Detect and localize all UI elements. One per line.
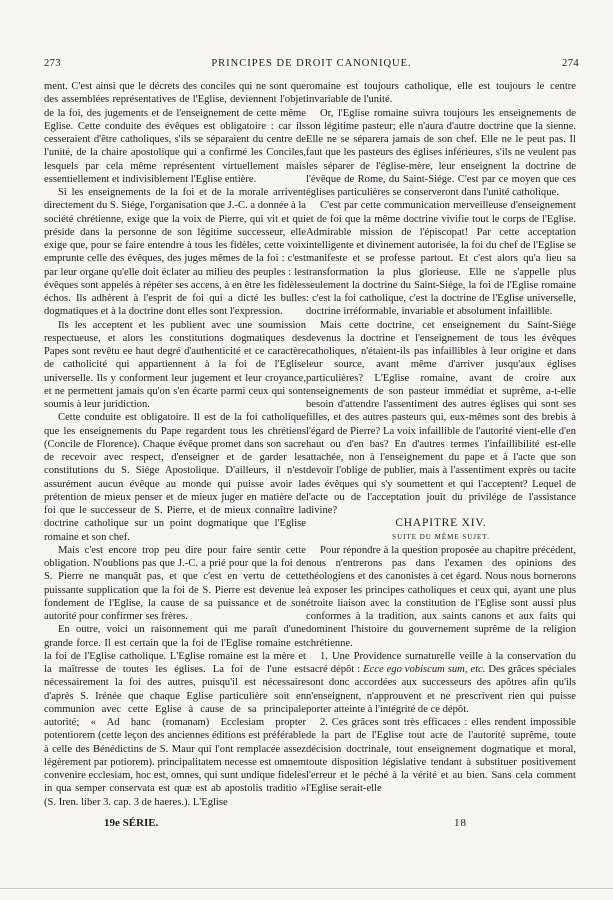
- right-paragraph-5: Pour répondre à la question proposée au chapitre précédent, nous n'entrerons pas dans l'examen des opinions des théologiens et des canonistes à cet égard. Nous nous bornerons à exposer les principes catholiques et ceux qui, ayant une plus étroite liaison avec la constitution de l'Eglise sont aussi plus conformes à la tradition, aux saints canons et aux faits qui dominent l'histoire du gouvernement suprême de la religion chrétienne.: [306, 544, 576, 649]
- right-paragraph-3: C'est par cette communication merveilleuse d'enseignement et de foi que la même doctrine vivifie tout le corps de l'Eglise. Admirable mission de l'épiscopat! Par cette acceptation intelligente et divinement autorisée, la foi du chef de l'Eglise se manifeste et se professe partout. Et c'est alors qu'a lieu sa transformation la plus glorieuse. Elle ne s'appelle plus seulement la doctrine du Saint-Siége, la foi de l'Eglise romaine : c'est la foi catholique, c'est la doctrine de l'Eglise universelle, doctrine irréformable, invariable et absolument infaillible.: [306, 200, 576, 318]
- running-header: [44, 58, 579, 74]
- right-paragraph-2: Or, l'Eglise romaine suivra toujours les enseignements de son légitime pasteur; elle n'aura d'autre doctrine que la sienne. Elle ne se séparera jamais de son chef. Elle ne le peut pas. Il faut que les pasteurs des églises inférieures, s'ils ne veulent pas les séparer de l'église-mère, leur enseignent la doctrine de l'évêque de Rome, du Saint-Siége. C'est par ce moyen que ces églises particulières se conserveront dans l'unité catholique.: [306, 107, 576, 198]
- right-column: [306, 80, 576, 796]
- right-paragraph-6-part-b: Des grâces spéciales sont donc accordées aux successeurs des apôtres afin qu'ils n'enseignent, n'approuvent et ne prescrivent rien qui puisse porter atteinte à l'intégrité de ce dépôt.: [306, 664, 576, 715]
- left-paragraph-4: Cette conduite est obligatoire. Il est de la foi catholique que les enseignements du Pape regardent tous les chrétiens (Concile de Florence). Chaque évêque promet dans son sacre de recevoir avec respect, d'enseigner et de garder les constitutions du S. Siége Apostolique. D'ailleurs, il n'est assurément aucun évêque au monde qui puisse avoir la prétention de mieux penser et de mieux juger en matière de foi que le successeur de S. Pierre, et de mieux connaître la doctrine catholique sur un point dogmatique que l'Eglise romaine et son chef.: [44, 412, 306, 543]
- gathering-signature: 18: [454, 817, 467, 829]
- left-paragraph-5: Mais c'est encore trop peu dire pour faire sentir cette obligation. N'oublions pas que J.-C. a prié pour que la foi de S. Pierre ne manquât pas, et que c'est en vertu de cette puissante supplication que la foi de S. Pierre est devenue le fondement de l'Eglise, la cause de sa puissance et de son autorité pour confirmer ses frères.: [44, 544, 306, 622]
- right-paragraph-6-part-a: 1. Une Providence surnaturelle veille à la conservation du sacré dépôt :: [306, 650, 576, 675]
- left-paragraph-1: ment. C'est ainsi que le décrets des conciles qui ne sont que des assemblées représentatives de l'Eglise, deviennent l'objet de la foi, des jugements et de l'enseignement de cette même Eglise. Cette conduite des évêques est obligatoire : car ils cesseraient d'être catholiques, s'ils se séparaient du centre de l'unité, de la chaire apostolique qui a confirmé les Conciles, lesquels par cela même représentent virtuellement mais essentiellement et indivisiblement l'Eglise entière.: [44, 81, 306, 185]
- page-number-left: 273: [44, 58, 61, 69]
- series-signature: 19e SÉRIE.: [104, 817, 159, 829]
- right-paragraph-7: 2. Ces grâces sont très efficaces : elles rendent impossible de la part de l'Eglise tout acte de l'autorité suprême, toute décision doctrinale, tout enseignement dogmatique et moral, toute disposition législative tendant à substituer positivement l'erreur et le péché à la vérité et au bien. Sans cela comment l'Eglise serait-elle: [306, 717, 576, 795]
- left-paragraph-3: Ils les acceptent et les publient avec une soumission respectueuse, et alors les constitutions dogmatiques des Papes sont revêtu ee haut degré d'authenticité et ce caractère de catholicité qui appartiennent à la foi de l'Eglise universelle. Ils y conforment leur jugement et leur croyance, et ne permettent jamais qu'on s'en écarte parmi ceux qui sont soumis à leur juridiction.: [44, 319, 306, 410]
- right-paragraph-6: [306, 650, 576, 716]
- left-paragraph-6: En outre, voici un raisonnement qui me paraît d'une grande force. Il est certain que la foi de l'Eglise romaine est la foi de l'Eglise catholique. L'Eglise romaine est la mère et la maîtresse de toutes les églises. La foi de l'une est nécessairement la foi des autres, puisqu'il est nécessaire d'après S. Irénée que chaque Eglise particulière soit en communion avec cette Eglise à cause de sa principale autorité; « Ad hanc (romanam) Ecclesiam propter potentiorem (cette leçon des anciennes éditions est préférable à celle des Bénédictins de S. Maur qui l'ont remplacée assez légèrement par potiorem). principalitatem necesse est omnem convenire ecclesiam, hoc est, omnes, qui sunt undique fideles in qua semper conservata est quæ est ab apostolis traditio » (S. Iren. liber 3. cap. 3 de haeres.). L'Eglise: [44, 624, 306, 808]
- right-paragraph-1: romaine est toujours catholique, elle est toujours le centre invariable de l'unité.: [306, 81, 576, 106]
- left-paragraph-2: Si les enseignements de la foi et de la morale arrivent directement du S. Siége, l'organisation que J.-C. a donnée à la société chrétienne, exige que la voix de Pierre, qui vit et qui préside dans la personne de son légitime successeur, elle exige que, pour se faire entendre à tous les fidèles, cette voix emprunte celle des évêques, des juges mêmes de la foi : c'est par leur organe qu'elle doit éclater au milieu des peuples : les évêques sont appelés à répéter ses accens, à en être les fidèles échos. Ils adhèrent à l'esprit de foi qui a dicté les bulles dogmatiques et à la doctrine dont elles sont l'expression.: [44, 187, 306, 318]
- page-edge-divider: [0, 888, 613, 889]
- chapter-title: CHAPITRE XIV.: [395, 517, 487, 530]
- page-footer: [44, 817, 579, 833]
- left-column: [44, 80, 306, 809]
- running-title: PRINCIPES DE DROIT CANONIQUE.: [211, 58, 412, 69]
- page-number-right: 274: [562, 58, 579, 69]
- latin-quote: Ecce ego vobiscum sum, etc.: [363, 664, 486, 675]
- right-paragraph-4: Mais cette doctrine, cet enseignement du Saint-Siége devenus la doctrine et l'enseignement de tous les évêques catholiques, n'étaient-ils pas infaillibles à leur origine et dans leur source, avant même d'arriver jusqu'aux églises particulières? L'Eglise romaine, avant de croire aux enseignements de son pasteur immédiat et suprême, a-t-elle besoin d'attendre l'assentiment des autres églises qui sont ses filles, et des autres pasteurs qui, eux-mêmes sont des brebis à l'égard de Pierre? La voix infaillible de l'autorité vient-elle d'en haut ou d'en bas? En d'autres termes l'infaillibilité est-elle attachée, non à l'enseignement du pape et à l'acte que son devoir l'oblige de publier, mais à l'assentiment exprès ou tacite des évêques qui s'y soumettent et qui l'acceptent? Lequel de l'acte ou de l'acceptation jouit du privilége de l'assistance divine?: [306, 319, 576, 516]
- chapter-subtitle: SUITE DU MÊME SUJET.: [392, 532, 490, 541]
